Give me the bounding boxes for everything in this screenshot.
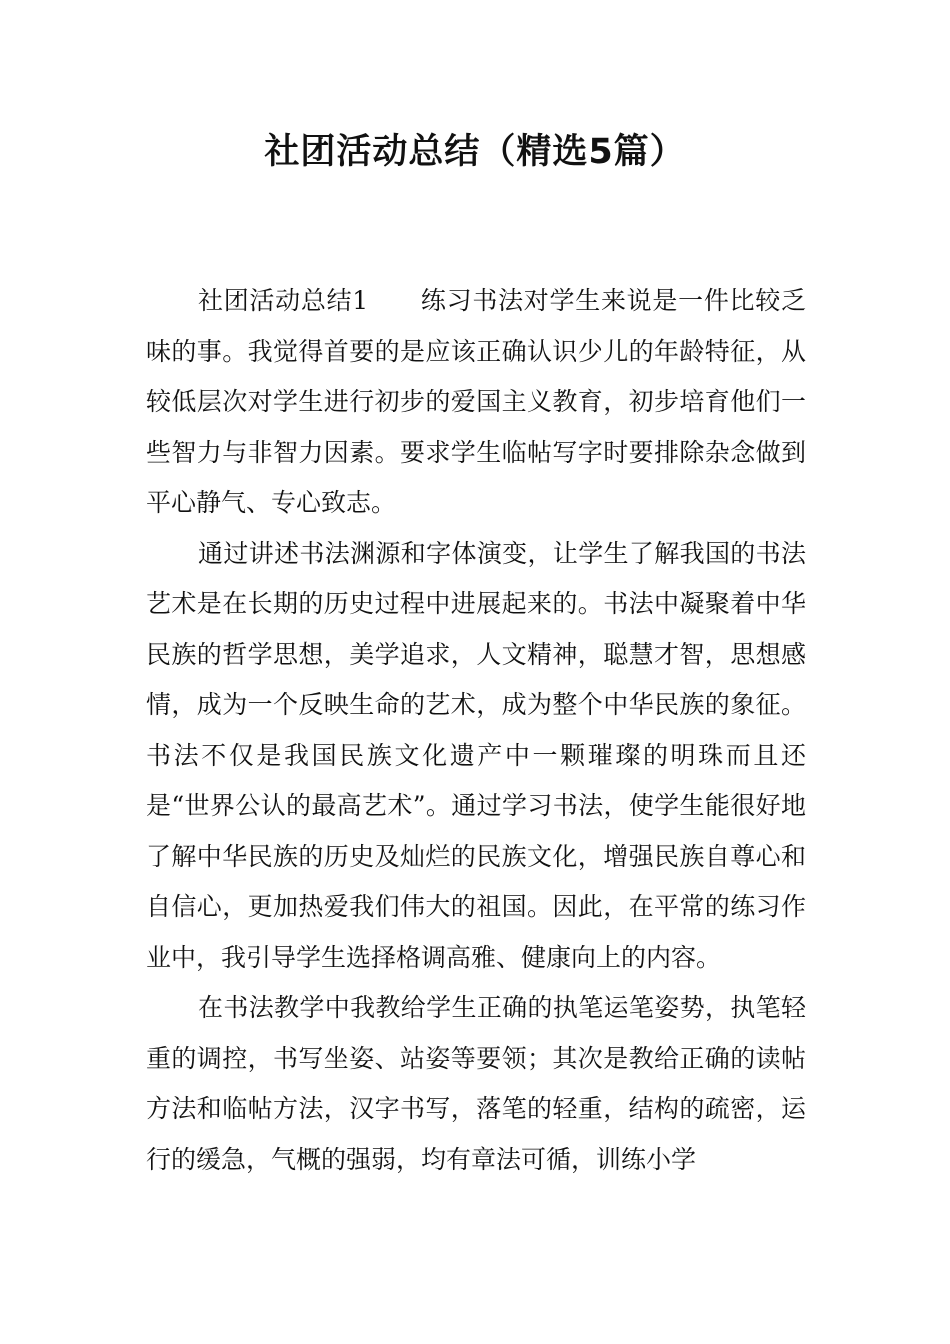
- document-title: 社团活动总结（精选5篇）: [264, 132, 686, 172]
- section-label: 社团活动总结1: [198, 286, 369, 315]
- document-body: [146, 276, 806, 1185]
- paragraph-2: 通过讲述书法渊源和字体演变，让学生了解我国的书法艺术是在长期的历史过程中进展起来的。书法中凝聚着中华民族的哲学思想，美学追求，人文精神，聪慧才智，思想感情，成为一个反映生命的艺术，成为整个中华民族的象征。书法不仅是我国民族文化遗产中一颗璀璨的明珠而且还是“世界公认的最高艺术”。通过学习书法，使学生能很好地了解中华民族的历史及灿烂的民族文化，增强民族自尊心和自信心，更加热爱我们伟大的祖国。因此，在平常的练习作业中，我引导学生选择格调高雅、健康向上的内容。: [146, 538, 806, 972]
- paragraph-3: 在书法教学中我教给学生正确的执笔运笔姿势，执笔轻重的调控，书写坐姿、站姿等要领；其次是教给正确的读帖方法和临帖方法，汉字书写，落笔的轻重，结构的疏密，运行的缓急，气概的强弱，均有章法可循，训练小学: [146, 993, 806, 1174]
- paragraph-1: [146, 276, 806, 529]
- paragraph-1-text: 练习书法对学生来说是一件比较乏味的事。我觉得首要的是应该正确认识少儿的年龄特征，从较低层次对学生进行初步的爱国主义教育，初步培育他们一些智力与非智力因素。要求学生临帖写字时要排除杂念做到平心静气、专心致志。: [146, 286, 806, 517]
